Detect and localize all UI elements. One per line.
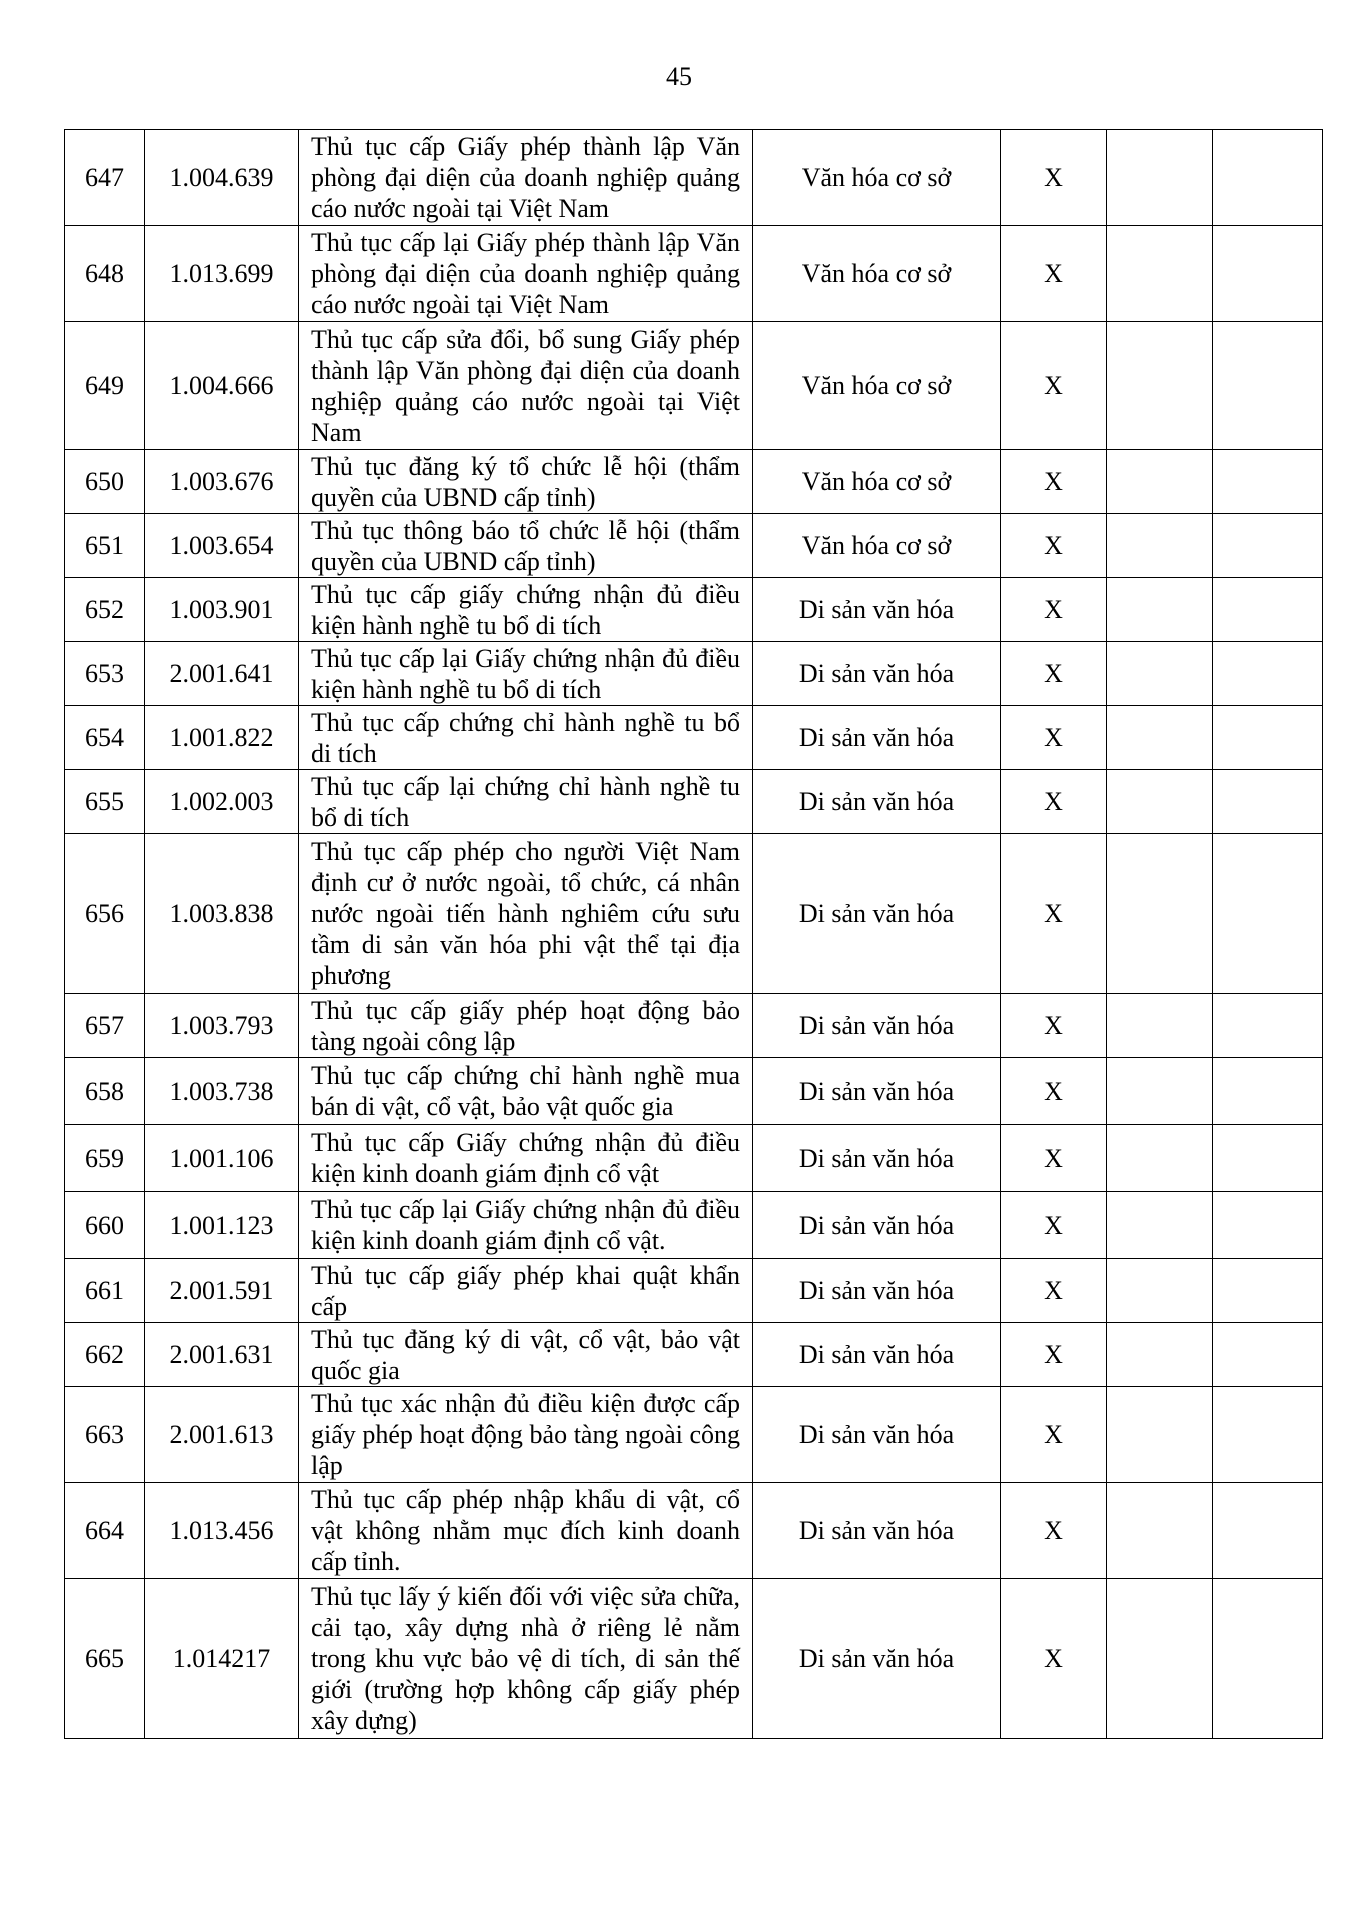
- procedure-code: 1.003.738: [145, 1058, 299, 1125]
- empty-cell: [1107, 322, 1213, 450]
- empty-cell: [1107, 642, 1213, 706]
- row-number: 649: [65, 322, 145, 450]
- empty-cell: [1107, 706, 1213, 770]
- empty-cell: [1107, 834, 1213, 994]
- check-mark: X: [1001, 834, 1107, 994]
- procedure-field: Di sản văn hóa: [753, 1483, 1001, 1579]
- table-row: [65, 994, 1323, 1058]
- empty-cell: [1107, 1058, 1213, 1125]
- procedure-name: Thủ tục cấp lại chứng chỉ hành nghề tu bổ di tích: [299, 770, 753, 834]
- procedure-name: Thủ tục cấp Giấy chứng nhận đủ điều kiện kinh doanh giám định cổ vật: [299, 1125, 753, 1192]
- table-row: [65, 1192, 1323, 1259]
- procedure-code: 1.013.456: [145, 1483, 299, 1579]
- empty-cell: [1107, 514, 1213, 578]
- check-mark: X: [1001, 1192, 1107, 1259]
- check-mark: X: [1001, 994, 1107, 1058]
- empty-cell: [1107, 1259, 1213, 1323]
- procedure-name: Thủ tục đăng ký tổ chức lễ hội (thẩm quyền của UBND cấp tỉnh): [299, 450, 753, 514]
- empty-cell: [1213, 1387, 1323, 1483]
- procedure-field: Văn hóa cơ sở: [753, 226, 1001, 322]
- table-row: [65, 1125, 1323, 1192]
- procedure-field: Di sản văn hóa: [753, 642, 1001, 706]
- procedure-name: Thủ tục cấp lại Giấy phép thành lập Văn phòng đại diện của doanh nghiệp quảng cáo nước ngoài tại Việt Nam: [299, 226, 753, 322]
- empty-cell: [1213, 770, 1323, 834]
- table-row: [65, 1259, 1323, 1323]
- procedure-name: Thủ tục cấp chứng chỉ hành nghề tu bổ di tích: [299, 706, 753, 770]
- empty-cell: [1107, 1387, 1213, 1483]
- table-row: [65, 1323, 1323, 1387]
- procedure-field: Di sản văn hóa: [753, 1323, 1001, 1387]
- procedure-code: 2.001.591: [145, 1259, 299, 1323]
- table-row: [65, 578, 1323, 642]
- row-number: 653: [65, 642, 145, 706]
- procedure-code: 1.003.838: [145, 834, 299, 994]
- empty-cell: [1213, 1125, 1323, 1192]
- row-number: 647: [65, 130, 145, 226]
- table-row: [65, 1483, 1323, 1579]
- row-number: 650: [65, 450, 145, 514]
- row-number: 663: [65, 1387, 145, 1483]
- procedure-code: 1.001.123: [145, 1192, 299, 1259]
- procedure-field: Di sản văn hóa: [753, 834, 1001, 994]
- check-mark: X: [1001, 706, 1107, 770]
- empty-cell: [1213, 1483, 1323, 1579]
- row-number: 655: [65, 770, 145, 834]
- empty-cell: [1107, 226, 1213, 322]
- procedure-name: Thủ tục lấy ý kiến đối với việc sửa chữa, cải tạo, xây dựng nhà ở riêng lẻ nằm trong khu vực bảo vệ di tích, di sản thế giới (trường hợp không cấp giấy phép xây dựng): [299, 1579, 753, 1739]
- check-mark: X: [1001, 1483, 1107, 1579]
- procedure-field: Văn hóa cơ sở: [753, 514, 1001, 578]
- row-number: 665: [65, 1579, 145, 1739]
- check-mark: X: [1001, 1387, 1107, 1483]
- procedure-field: Di sản văn hóa: [753, 1192, 1001, 1259]
- table-row: [65, 706, 1323, 770]
- table-row: [65, 514, 1323, 578]
- table-row: [65, 1579, 1323, 1739]
- procedure-code: 1.003.676: [145, 450, 299, 514]
- procedure-code: 1.001.106: [145, 1125, 299, 1192]
- procedure-name: Thủ tục cấp giấy phép khai quật khẩn cấp: [299, 1259, 753, 1323]
- check-mark: X: [1001, 1058, 1107, 1125]
- procedure-field: Văn hóa cơ sở: [753, 322, 1001, 450]
- empty-cell: [1213, 322, 1323, 450]
- empty-cell: [1107, 1579, 1213, 1739]
- procedure-field: Văn hóa cơ sở: [753, 450, 1001, 514]
- check-mark: X: [1001, 130, 1107, 226]
- table-row: [65, 450, 1323, 514]
- procedure-name: Thủ tục cấp lại Giấy chứng nhận đủ điều kiện kinh doanh giám định cổ vật.: [299, 1192, 753, 1259]
- check-mark: X: [1001, 514, 1107, 578]
- empty-cell: [1107, 1192, 1213, 1259]
- procedure-name: Thủ tục cấp giấy chứng nhận đủ điều kiện hành nghề tu bổ di tích: [299, 578, 753, 642]
- check-mark: X: [1001, 450, 1107, 514]
- table-row: [65, 1387, 1323, 1483]
- procedure-field: Di sản văn hóa: [753, 770, 1001, 834]
- procedure-code: 1.003.654: [145, 514, 299, 578]
- procedure-field: Di sản văn hóa: [753, 1058, 1001, 1125]
- procedure-name: Thủ tục đăng ký di vật, cổ vật, bảo vật quốc gia: [299, 1323, 753, 1387]
- procedure-code: 2.001.641: [145, 642, 299, 706]
- row-number: 648: [65, 226, 145, 322]
- empty-cell: [1107, 450, 1213, 514]
- check-mark: X: [1001, 770, 1107, 834]
- row-number: 662: [65, 1323, 145, 1387]
- row-number: 651: [65, 514, 145, 578]
- table-row: [65, 834, 1323, 994]
- procedure-name: Thủ tục xác nhận đủ điều kiện được cấp giấy phép hoạt động bảo tàng ngoài công lập: [299, 1387, 753, 1483]
- procedure-code: 1.002.003: [145, 770, 299, 834]
- check-mark: X: [1001, 1323, 1107, 1387]
- table-row: [65, 322, 1323, 450]
- procedure-name: Thủ tục cấp giấy phép hoạt động bảo tàng ngoài công lập: [299, 994, 753, 1058]
- page-number: 45: [666, 62, 692, 91]
- empty-cell: [1213, 706, 1323, 770]
- procedure-name: Thủ tục cấp phép nhập khẩu di vật, cổ vật không nhằm mục đích kinh doanh cấp tỉnh.: [299, 1483, 753, 1579]
- row-number: 657: [65, 994, 145, 1058]
- procedure-code: 1.014217: [145, 1579, 299, 1739]
- row-number: 664: [65, 1483, 145, 1579]
- empty-cell: [1213, 1058, 1323, 1125]
- procedure-field: Di sản văn hóa: [753, 1579, 1001, 1739]
- empty-cell: [1107, 770, 1213, 834]
- row-number: 652: [65, 578, 145, 642]
- empty-cell: [1213, 514, 1323, 578]
- empty-cell: [1213, 1192, 1323, 1259]
- row-number: 660: [65, 1192, 145, 1259]
- empty-cell: [1213, 226, 1323, 322]
- empty-cell: [1213, 994, 1323, 1058]
- empty-cell: [1107, 1483, 1213, 1579]
- row-number: 661: [65, 1259, 145, 1323]
- check-mark: X: [1001, 226, 1107, 322]
- empty-cell: [1213, 450, 1323, 514]
- empty-cell: [1213, 578, 1323, 642]
- procedure-code: 1.004.666: [145, 322, 299, 450]
- empty-cell: [1213, 642, 1323, 706]
- empty-cell: [1107, 994, 1213, 1058]
- table-row: [65, 770, 1323, 834]
- table-row: [65, 642, 1323, 706]
- row-number: 658: [65, 1058, 145, 1125]
- procedure-field: Di sản văn hóa: [753, 1259, 1001, 1323]
- table-row: [65, 226, 1323, 322]
- procedure-name: Thủ tục cấp Giấy phép thành lập Văn phòng đại diện của doanh nghiệp quảng cáo nước ngoài tại Việt Nam: [299, 130, 753, 226]
- empty-cell: [1107, 1323, 1213, 1387]
- empty-cell: [1107, 1125, 1213, 1192]
- empty-cell: [1213, 834, 1323, 994]
- procedure-code: 2.001.613: [145, 1387, 299, 1483]
- table-row: [65, 1058, 1323, 1125]
- procedure-code: 1.013.699: [145, 226, 299, 322]
- procedure-name: Thủ tục thông báo tổ chức lễ hội (thẩm quyền của UBND cấp tỉnh): [299, 514, 753, 578]
- check-mark: X: [1001, 322, 1107, 450]
- check-mark: X: [1001, 1125, 1107, 1192]
- procedure-field: Di sản văn hóa: [753, 1387, 1001, 1483]
- procedure-code: 2.001.631: [145, 1323, 299, 1387]
- empty-cell: [1213, 130, 1323, 226]
- row-number: 656: [65, 834, 145, 994]
- check-mark: X: [1001, 578, 1107, 642]
- table-row: [65, 130, 1323, 226]
- procedure-name: Thủ tục cấp chứng chỉ hành nghề mua bán di vật, cổ vật, bảo vật quốc gia: [299, 1058, 753, 1125]
- procedure-field: Di sản văn hóa: [753, 706, 1001, 770]
- check-mark: X: [1001, 1259, 1107, 1323]
- procedure-field: Di sản văn hóa: [753, 994, 1001, 1058]
- procedure-code: 1.003.901: [145, 578, 299, 642]
- empty-cell: [1213, 1579, 1323, 1739]
- procedure-name: Thủ tục cấp sửa đổi, bổ sung Giấy phép thành lập Văn phòng đại diện của doanh nghiệp quảng cáo nước ngoài tại Việt Nam: [299, 322, 753, 450]
- row-number: 654: [65, 706, 145, 770]
- empty-cell: [1107, 130, 1213, 226]
- empty-cell: [1213, 1323, 1323, 1387]
- procedure-code: 1.001.822: [145, 706, 299, 770]
- procedure-name: Thủ tục cấp phép cho người Việt Nam định cư ở nước ngoài, tổ chức, cá nhân nước ngoài tiến hành nghiêm cứu sưu tầm di sản văn hóa phi vật thể tại địa phương: [299, 834, 753, 994]
- procedure-name: Thủ tục cấp lại Giấy chứng nhận đủ điều kiện hành nghề tu bổ di tích: [299, 642, 753, 706]
- empty-cell: [1107, 578, 1213, 642]
- check-mark: X: [1001, 642, 1107, 706]
- empty-cell: [1213, 1259, 1323, 1323]
- check-mark: X: [1001, 1579, 1107, 1739]
- procedure-code: 1.003.793: [145, 994, 299, 1058]
- procedure-field: Di sản văn hóa: [753, 578, 1001, 642]
- procedure-code: 1.004.639: [145, 130, 299, 226]
- row-number: 659: [65, 1125, 145, 1192]
- procedure-field: Văn hóa cơ sở: [753, 130, 1001, 226]
- procedure-table: [64, 129, 1323, 1739]
- procedure-field: Di sản văn hóa: [753, 1125, 1001, 1192]
